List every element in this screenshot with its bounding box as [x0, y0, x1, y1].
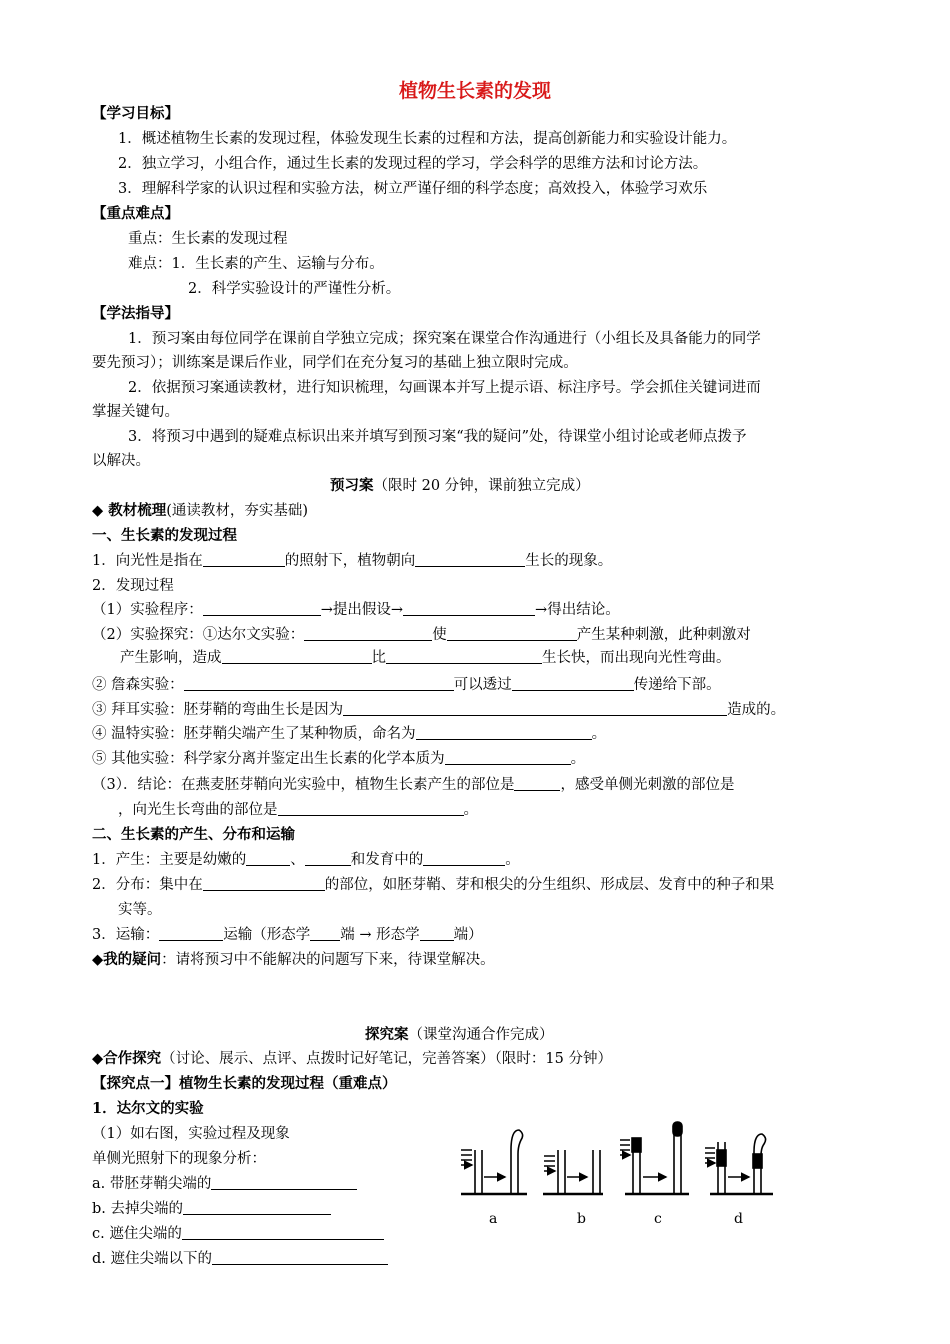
conclusion-line-1 [92, 775, 734, 795]
guide-p3a: 3．将预习中遇到的疑难点标识出来并填写到预习案“我的疑问”处，待课堂小组讨论或老师点拨予 [128, 429, 747, 445]
t1-text-a: 3．运输： [92, 927, 160, 943]
guide-p2a: 2．依据预习案通读教材，进行知识梳理，勾画课本并写上提示语、标注序号。学会抓住关键词进而 [128, 380, 761, 396]
difficulty-1: 难点：1．生长素的产生、运输与分布。 [128, 256, 384, 272]
p1-text-c: 和发育中的 [350, 852, 424, 868]
analysis-d [92, 1249, 388, 1269]
blank-c2-1[interactable] [278, 801, 464, 816]
c2-text-b: 。 [463, 802, 478, 818]
e5-text-b: 。 [570, 751, 586, 767]
blank-t1-3[interactable] [420, 926, 454, 941]
guide-p1a: 1．预习案由每位同学在课前自学独立完成；探究案在课堂合作沟通进行（小组长及具备能力的同学 [128, 331, 761, 347]
e2-text-c: 传递给下部。 [633, 677, 721, 693]
s2-text-c: 产生某种刺激，此种刺激对 [576, 627, 751, 643]
darwin-heading: 1．达尔文的实验 [92, 1100, 204, 1117]
textbook-sort [92, 501, 308, 521]
blank-p1-1[interactable] [246, 851, 290, 866]
inquiry-title-bold: 探究案 [365, 1026, 409, 1043]
blank-analysis-c[interactable] [182, 1225, 384, 1240]
s2-text-e: 比 [371, 650, 386, 666]
s2-text-f: 生长快，而出现向光性弯曲。 [542, 650, 731, 666]
step-1 [92, 600, 620, 620]
blank-s2-3[interactable] [222, 649, 372, 664]
jensen-experiment [92, 675, 721, 695]
blank-d1-1[interactable] [203, 876, 325, 891]
s2-text-d: 产生影响，造成 [120, 650, 222, 666]
d1-text-b: 的部位，如胚芽鞘、芽和根尖的分生组织、形成层、发育中的种子和果 [324, 877, 775, 893]
blank-t1-2[interactable] [310, 926, 340, 941]
e2-text-a: ② 詹森实验： [92, 677, 184, 693]
preview-title-bold: 预习案 [330, 477, 374, 494]
blank-analysis-b[interactable] [183, 1200, 331, 1215]
panel-b-decapitated [543, 1150, 603, 1194]
s2-text-b: 使 [432, 627, 447, 643]
q1-text-b: 的照射下，植物朝向 [284, 553, 416, 569]
my-questions-rest: ：请将预习中不能解决的问题写下来，待课堂解决。 [161, 952, 495, 968]
step-2-line-1 [92, 625, 751, 645]
analysis-b-text: b. 去掉尖端的 [92, 1201, 183, 1217]
q1-text-c: 生长的现象。 [525, 553, 613, 569]
e3-text-b: 造成的。 [727, 702, 786, 718]
my-questions-bold: ◆我的疑问 [92, 951, 162, 968]
section-1-heading: 一、生长素的发现过程 [92, 527, 237, 544]
t1-text-d: 端） [453, 927, 483, 943]
s2-text-a: （2）实验探究：①达尔文实验： [92, 627, 305, 643]
analysis-b [92, 1199, 331, 1219]
blank-q1-1[interactable] [203, 552, 285, 567]
inquiry-point-1: 【探究点一】植物生长素的发现过程（重难点） [92, 1075, 397, 1092]
p1-text-d: 。 [505, 852, 520, 868]
preview-title-rest: （限时 20 分钟，课前独立完成） [373, 478, 590, 494]
blank-analysis-d[interactable] [212, 1250, 388, 1265]
objective-3: 3．理解科学家的认识过程和实验方法，树立严谨仔细的科学态度；高效投入，体验学习欢乐 [118, 181, 708, 197]
e4-text-a: ④ 温特实验：胚芽鞘尖端产生了某种物质，命名为 [92, 726, 416, 742]
went-experiment [92, 724, 606, 744]
blank-e2-1[interactable] [184, 676, 454, 691]
analysis-intro: 单侧光照射下的现象分析： [92, 1151, 266, 1167]
caption-a: a [489, 1211, 498, 1227]
caption-b: b [577, 1211, 586, 1227]
question-2: 2．发现过程 [92, 578, 174, 594]
production-line [92, 850, 520, 870]
s1-text-a: （1）实验程序： [92, 602, 203, 618]
distribution-line-2: 实等。 [118, 902, 162, 918]
c1-text-b: ，感受单侧光刺激的部位是 [560, 777, 735, 793]
conclusion-line-2 [118, 800, 478, 820]
section-2-heading: 二、生长素的产生、分布和运输 [92, 826, 295, 843]
my-questions [92, 950, 495, 970]
caption-c: c [654, 1211, 662, 1227]
c2-text-a: ，向光生长弯曲的部位是 [118, 802, 278, 818]
objectives-heading: 【学习目标】 [92, 105, 179, 122]
blank-s2-4[interactable] [386, 649, 542, 664]
guide-p3b: 以解决。 [92, 453, 150, 469]
panel-c-tip-covered [620, 1122, 689, 1194]
blank-t1-1[interactable] [159, 926, 223, 941]
keypoints-heading: 【重点难点】 [92, 205, 179, 222]
analysis-a [92, 1174, 357, 1194]
guide-p1b: 要先预习）；训练案是课后作业，同学们在充分复习的基础上独立限时完成。 [92, 355, 578, 371]
analysis-c-text: c. 遮住尖端的 [92, 1226, 182, 1242]
blank-s1-2[interactable] [403, 601, 535, 616]
c1-text-a: （3）．结论：在燕麦胚芽鞘向光实验中，植物生长素产生的部位是 [92, 777, 515, 793]
darwin-experiment-figure [455, 1120, 785, 1202]
d1-text-a: 2．分布：集中在 [92, 877, 203, 893]
figure-intro: （1）如右图，实验过程及现象 [92, 1126, 290, 1142]
t1-text-c: 端 → 形态学 [340, 927, 420, 943]
blank-s1-1[interactable] [203, 601, 321, 616]
cooperation-rest: （讨论、展示、点评、点拨时记好笔记，完善答案）（限时：15 分钟） [161, 1051, 612, 1067]
panel-a-seedling [461, 1130, 527, 1194]
blank-e2-2[interactable] [512, 676, 634, 691]
blank-p1-2[interactable] [305, 851, 351, 866]
paal-experiment [92, 700, 785, 720]
blank-q1-2[interactable] [415, 552, 525, 567]
step-2-line-2 [120, 648, 731, 668]
q1-text-a: 1．向光性是指在 [92, 553, 203, 569]
s1-text-c: →得出结论。 [535, 602, 620, 618]
e2-text-b: 可以透过 [453, 677, 512, 693]
textbook-sort-bold: ◆ 教材梳理 [92, 502, 167, 519]
transport-line [92, 925, 483, 945]
blank-p1-3[interactable] [423, 851, 505, 866]
blank-s2-1[interactable] [304, 626, 432, 641]
preview-title [330, 476, 590, 496]
e5-text-a: ⑤ 其他实验：科学家分离并鉴定出生长素的化学本质为 [92, 751, 445, 767]
panel-d-below-tip-covered [705, 1134, 773, 1194]
guide-heading: 【学法指导】 [92, 305, 179, 322]
s1-text-b: →提出假设→ [320, 602, 404, 618]
guide-p2b: 掌握关键句。 [92, 404, 179, 420]
analysis-a-text: a. 带胚芽鞘尖端的 [92, 1176, 212, 1192]
cooperation-line [92, 1049, 612, 1069]
p1-text-a: 1．产生：主要是幼嫩的 [92, 852, 247, 868]
t1-text-b: 运输（形态学 [223, 927, 311, 943]
distribution-line [92, 875, 774, 895]
blank-c1-1[interactable] [514, 776, 560, 791]
blank-analysis-a[interactable] [211, 1175, 357, 1190]
difficulty-2: 2．科学实验设计的严谨性分析。 [188, 281, 401, 297]
page-title: 植物生长素的发现 [398, 80, 551, 102]
objective-1: 1．概述植物生长素的发现过程，体验发现生长素的过程和方法，提高创新能力和实验设计能力。 [118, 131, 737, 147]
analysis-d-text: d. 遮住尖端以下的 [92, 1251, 212, 1267]
inquiry-title [365, 1025, 554, 1045]
textbook-sort-rest: (通读教材，夯实基础) [166, 503, 309, 519]
caption-d: d [734, 1211, 743, 1227]
cooperation-bold: ◆合作探究 [92, 1050, 162, 1067]
e3-text-a: ③ 拜耳实验：胚芽鞘的弯曲生长是因为 [92, 702, 344, 718]
blank-e5-1[interactable] [445, 750, 571, 765]
p1-text-b: 、 [290, 852, 305, 868]
analysis-c [92, 1224, 384, 1244]
blank-e3-1[interactable] [343, 701, 727, 716]
inquiry-title-rest: （课堂沟通合作完成） [408, 1027, 554, 1043]
question-1 [92, 551, 612, 571]
blank-s2-2[interactable] [447, 626, 577, 641]
e4-text-b: 。 [591, 726, 607, 742]
key-point: 重点：生长素的发现过程 [128, 231, 288, 247]
objective-2: 2．独立学习，小组合作，通过生长素的发现过程的学习，学会科学的思维方法和讨论方法。 [118, 156, 708, 172]
blank-e4-1[interactable] [416, 725, 592, 740]
other-experiment [92, 749, 585, 769]
